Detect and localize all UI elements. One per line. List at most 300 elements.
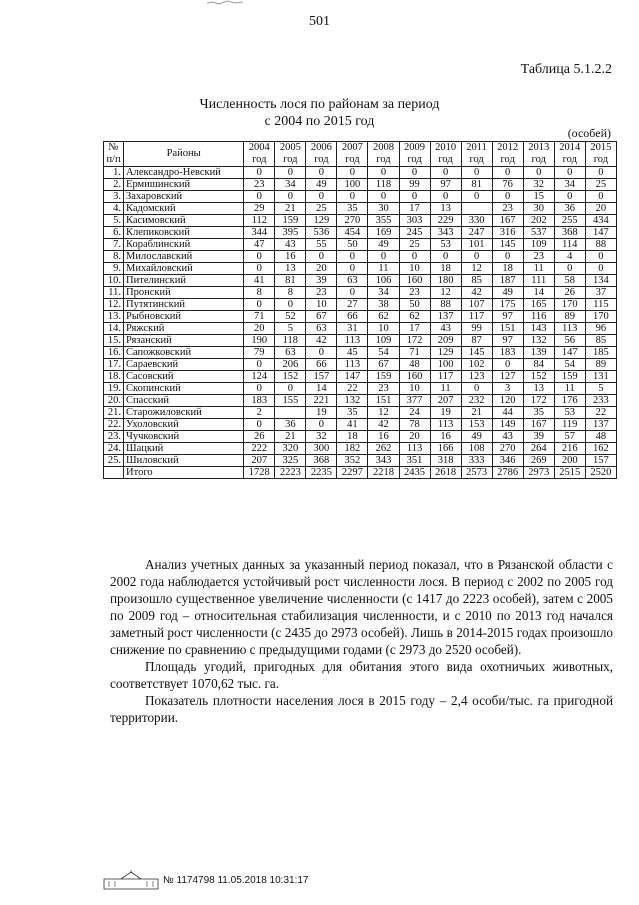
population-value: 1728 [244,467,275,479]
population-value: 48 [585,431,616,443]
population-value: 12 [430,287,461,299]
analysis-text [110,556,613,726]
population-value: 0 [306,347,337,359]
population-value: 38 [368,299,399,311]
population-value: 41 [244,275,275,287]
population-value: 229 [430,215,461,227]
population-value: 167 [492,215,523,227]
population-value: 50 [399,299,430,311]
district-name: Михайловский [124,263,244,275]
population-value: 0 [244,299,275,311]
population-value: 87 [461,335,492,347]
population-value: 145 [461,347,492,359]
table-row [104,455,617,467]
population-value: 25 [306,203,337,215]
district-name: Путятинский [124,299,244,311]
row-number: 1. [104,167,124,179]
population-value: 11 [430,383,461,395]
population-value: 12 [368,407,399,419]
population-value: 118 [275,335,306,347]
table-row [104,359,617,371]
year-header [244,142,275,167]
district-name: Касимовский [124,215,244,227]
year-value: 2012 [497,142,519,153]
population-value: 159 [275,215,306,227]
population-value: 53 [554,407,585,419]
population-value: 2218 [368,467,399,479]
row-number: 3. [104,191,124,203]
population-value: 21 [275,203,306,215]
population-value: 30 [523,203,554,215]
district-name: Ермишинский [124,179,244,191]
population-value [461,203,492,215]
district-name: Итого [124,467,244,479]
table-row [104,275,617,287]
population-value: 26 [554,287,585,299]
population-value: 37 [585,287,616,299]
row-number: 21. [104,407,124,419]
population-value: 97 [430,179,461,191]
population-value: 84 [523,359,554,371]
population-value: 35 [337,407,368,419]
population-value: 101 [461,239,492,251]
district-name: Захаровский [124,191,244,203]
district-name: Ряжский [124,323,244,335]
population-value: 39 [306,275,337,287]
population-value: 182 [337,443,368,455]
row-number: 24. [104,443,124,455]
table-row [104,203,617,215]
population-value: 115 [585,299,616,311]
population-value: 120 [492,395,523,407]
population-value: 0 [244,383,275,395]
population-value: 0 [585,191,616,203]
population-value: 0 [275,383,306,395]
population-value: 20 [306,263,337,275]
population-value: 35 [337,203,368,215]
population-value: 16 [368,431,399,443]
population-value: 22 [585,407,616,419]
row-number: 6. [104,227,124,239]
population-value: 143 [523,323,554,335]
population-value: 127 [492,371,523,383]
population-value: 0 [368,167,399,179]
population-value: 147 [585,227,616,239]
year-value: 2006 [310,142,332,153]
district-name: Спасский [124,395,244,407]
population-value: 97 [492,311,523,323]
population-value: 85 [461,275,492,287]
population-value: 113 [337,335,368,347]
population-value: 56 [554,335,585,347]
population-value: 13 [523,383,554,395]
population-value [275,407,306,419]
population-value: 106 [368,275,399,287]
population-value: 89 [554,311,585,323]
population-value: 0 [461,191,492,203]
population-value: 0 [306,251,337,263]
population-value: 41 [337,419,368,431]
population-value: 23 [492,203,523,215]
population-value: 303 [399,215,430,227]
population-value: 159 [368,371,399,383]
population-value: 23 [244,179,275,191]
population-value: 42 [461,287,492,299]
population-value: 18 [430,263,461,275]
population-value: 2618 [430,467,461,479]
population-value: 147 [337,371,368,383]
population-value: 34 [368,287,399,299]
population-value: 113 [399,443,430,455]
population-value: 0 [492,167,523,179]
row-number: 5. [104,215,124,227]
population-value: 20 [399,431,430,443]
table-row [104,431,617,443]
population-value: 169 [368,227,399,239]
population-value: 67 [368,359,399,371]
population-value: 100 [430,359,461,371]
district-name: Сараевский [124,359,244,371]
population-value: 10 [306,299,337,311]
population-value: 0 [275,299,306,311]
population-value: 157 [585,455,616,467]
year-word: год [593,154,609,165]
population-value: 66 [306,359,337,371]
population-value: 63 [306,323,337,335]
population-value: 57 [554,431,585,443]
district-name: Шиловский [124,455,244,467]
col-number-header-part: п/п [106,154,121,165]
year-word: год [562,154,577,165]
population-value: 152 [523,371,554,383]
population-value: 222 [244,443,275,455]
population-value: 300 [306,443,337,455]
population-value: 0 [585,263,616,275]
table-row [104,239,617,251]
population-value: 206 [275,359,306,371]
year-value: 2009 [404,142,426,153]
population-value: 14 [523,287,554,299]
population-value: 102 [461,359,492,371]
population-value: 0 [492,191,523,203]
population-value: 0 [554,167,585,179]
population-value: 0 [244,359,275,371]
population-value: 11 [523,263,554,275]
population-value: 13 [430,203,461,215]
table-row [104,419,617,431]
population-value: 325 [275,455,306,467]
district-name: Сапожковский [124,347,244,359]
population-value: 99 [461,323,492,335]
population-value: 395 [275,227,306,239]
population-value: 129 [306,215,337,227]
population-value: 2973 [523,467,554,479]
year-value: 2014 [559,142,581,153]
population-value: 17 [399,203,430,215]
total-row [104,467,617,479]
population-value: 16 [275,251,306,263]
population-value: 139 [523,347,554,359]
population-value: 109 [368,335,399,347]
population-value: 19 [306,407,337,419]
population-value: 157 [306,371,337,383]
title-line-2: с 2004 по 2015 год [264,114,375,129]
year-header [306,142,337,167]
population-value: 536 [306,227,337,239]
moose-population-table [103,141,617,479]
population-value: 34 [554,179,585,191]
population-value: 187 [492,275,523,287]
population-value: 10 [399,383,430,395]
population-value: 2297 [337,467,368,479]
table-row [104,443,617,455]
population-value: 35 [523,407,554,419]
year-word: год [252,154,267,165]
population-value: 0 [306,191,337,203]
population-value: 434 [585,215,616,227]
population-value: 109 [523,239,554,251]
population-value: 2435 [399,467,430,479]
table-reference: Таблица 5.1.2.2 [520,62,612,77]
population-value: 159 [554,371,585,383]
population-value: 0 [244,191,275,203]
population-value: 344 [244,227,275,239]
population-value: 85 [585,335,616,347]
population-value: 0 [244,251,275,263]
year-word: год [469,154,484,165]
population-value: 0 [244,419,275,431]
table-row [104,407,617,419]
table-title [0,96,639,130]
population-value: 39 [523,431,554,443]
population-value: 17 [399,323,430,335]
table-row [104,323,617,335]
population-value: 21 [275,431,306,443]
table-row [104,215,617,227]
population-value: 66 [337,311,368,323]
population-value: 0 [244,263,275,275]
scan-artifact [205,0,245,6]
population-value: 117 [430,371,461,383]
population-value: 153 [461,419,492,431]
population-value: 100 [337,179,368,191]
population-value: 346 [492,455,523,467]
district-name: Ухоловский [124,419,244,431]
document-footer [103,870,308,890]
district-name: Сасовский [124,371,244,383]
district-name: Старожиловский [124,407,244,419]
row-number: 7. [104,239,124,251]
population-value: 0 [337,287,368,299]
population-value: 149 [492,419,523,431]
year-header [337,142,368,167]
population-value: 185 [585,347,616,359]
population-value: 0 [306,167,337,179]
district-name: Клепиковский [124,227,244,239]
year-value: 2013 [528,142,550,153]
title-line-1: Численность лося по районам за период [199,97,440,112]
population-value: 97 [492,335,523,347]
population-value: 333 [461,455,492,467]
population-value: 129 [430,347,461,359]
population-value: 0 [368,191,399,203]
population-value: 245 [399,227,430,239]
population-value: 5 [275,323,306,335]
population-value: 172 [399,335,430,347]
col-number-header [104,142,124,167]
population-value: 454 [337,227,368,239]
population-value: 152 [275,371,306,383]
population-value: 355 [368,215,399,227]
year-word: год [531,154,546,165]
population-value: 2223 [275,467,306,479]
table-row [104,299,617,311]
population-value: 330 [461,215,492,227]
district-name: Милославский [124,251,244,263]
year-header [492,142,523,167]
population-value: 0 [492,251,523,263]
population-value: 25 [399,239,430,251]
population-value: 50 [337,239,368,251]
table-row [104,371,617,383]
population-value: 8 [275,287,306,299]
population-value: 2786 [492,467,523,479]
population-value: 145 [492,239,523,251]
population-value: 160 [399,275,430,287]
population-value: 3 [492,383,523,395]
population-value: 13 [275,263,306,275]
population-value: 8 [244,287,275,299]
table-row [104,167,617,179]
population-value: 52 [275,311,306,323]
population-value: 27 [337,299,368,311]
table-row [104,263,617,275]
population-value: 0 [461,167,492,179]
population-value: 209 [430,335,461,347]
population-value: 2573 [461,467,492,479]
year-header [430,142,461,167]
year-header [368,142,399,167]
population-value: 155 [275,395,306,407]
paragraph: Показатель плотности населения лося в 2015 году – 2,4 особи/тыс. га пригодной территории. [110,693,613,725]
table-row [104,335,617,347]
row-number: 18. [104,371,124,383]
population-value: 262 [368,443,399,455]
population-value: 2235 [306,467,337,479]
population-value: 112 [244,215,275,227]
population-value: 175 [492,299,523,311]
population-value: 11 [368,263,399,275]
row-number: 10. [104,275,124,287]
population-value: 221 [306,395,337,407]
year-header [461,142,492,167]
population-value: 119 [554,419,585,431]
population-value: 232 [461,395,492,407]
district-name: Скопинский [124,383,244,395]
population-value: 21 [461,407,492,419]
year-word: год [314,154,329,165]
population-value: 2 [244,407,275,419]
row-number: 25. [104,455,124,467]
population-value: 24 [399,407,430,419]
population-value: 54 [368,347,399,359]
table-row [104,287,617,299]
population-value: 88 [585,239,616,251]
population-value: 62 [399,311,430,323]
population-value: 32 [523,179,554,191]
population-value: 137 [585,419,616,431]
population-value: 183 [244,395,275,407]
population-value: 14 [306,383,337,395]
table-row [104,179,617,191]
population-value: 43 [275,239,306,251]
population-value: 20 [244,323,275,335]
population-value: 42 [306,335,337,347]
population-value: 15 [523,191,554,203]
population-value: 123 [461,371,492,383]
population-value: 12 [461,263,492,275]
population-value: 0 [461,251,492,263]
district-name: Александро-Невский [124,167,244,179]
population-value: 0 [523,167,554,179]
population-value: 0 [337,191,368,203]
population-value: 42 [368,419,399,431]
population-value: 255 [554,215,585,227]
population-value: 134 [585,275,616,287]
year-word: год [438,154,453,165]
table-row [104,227,617,239]
table-row [104,191,617,203]
population-value: 31 [337,323,368,335]
table-row [104,311,617,323]
population-value: 180 [430,275,461,287]
row-number [104,467,124,479]
population-value: 343 [368,455,399,467]
row-number: 19. [104,383,124,395]
population-value: 233 [585,395,616,407]
population-value: 18 [337,431,368,443]
population-value: 160 [399,371,430,383]
population-value: 0 [399,191,430,203]
population-value: 48 [399,359,430,371]
row-number: 9. [104,263,124,275]
population-value: 19 [430,407,461,419]
population-value: 162 [585,443,616,455]
population-value: 216 [554,443,585,455]
population-value: 151 [492,323,523,335]
population-value: 114 [554,239,585,251]
population-value: 16 [430,431,461,443]
population-value: 270 [337,215,368,227]
table-row [104,383,617,395]
year-header [399,142,430,167]
population-value: 96 [585,323,616,335]
population-value: 111 [523,275,554,287]
population-value: 318 [430,455,461,467]
population-value: 23 [368,383,399,395]
row-number: 12. [104,299,124,311]
population-value: 55 [306,239,337,251]
year-value: 2015 [590,142,612,153]
population-value: 71 [244,311,275,323]
population-value: 0 [461,383,492,395]
table-row [104,251,617,263]
population-value: 137 [430,311,461,323]
population-value: 23 [306,287,337,299]
population-value: 0 [399,167,430,179]
table-row [104,395,617,407]
district-name: Чучковский [124,431,244,443]
